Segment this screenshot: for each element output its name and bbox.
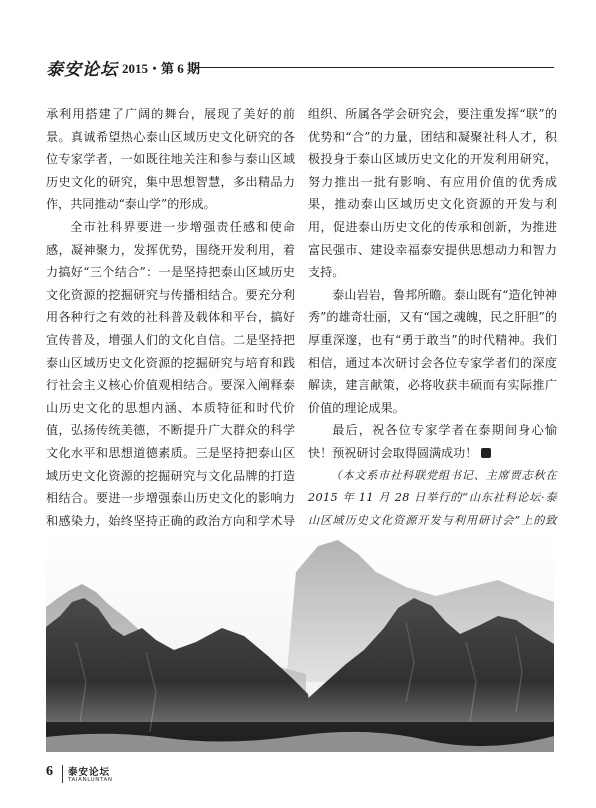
author-note: （本文系市社科联党组书记、主席贾志秋在 2015 年 11 月 28 日举行的“山东社科论坛·泰山区域历史文化资源开发与利用研讨会”上的致	[308, 468, 557, 527]
page-number: 6	[46, 764, 53, 779]
closing-text: 最后，祝各位专家学者在泰期间身心愉快！预祝研讨会取得圆满成功！	[308, 423, 557, 460]
paragraph: 承利用搭建了广阔的舞台，展现了美好的前景。真诚希望热心泰山区域历史文化研究的各位专家学者，一如既往地关注和参与泰山区域历史文化的研究，集中思想智慧，多出精品力作，共同推动“泰山学”的形成。	[46, 107, 295, 212]
paragraph: 全市社科界要进一步增强责任感和使命感，凝神聚力，发挥优势，围绕开发利用，着力搞好“三个结合”：一是坚持把泰山区域历史文化资源的挖掘研究与传播相结合。要充分利用各种行之有效的社科普及载体和平台，搞好宣传普及，增强人们的文化自信。二是坚持把泰山区域历史文化资源的挖掘研究与培育和践行社会主义核心价值观相结合。要深入阐释泰山历史文化的思想内涵、本质特征和时代价值，弘扬传统美德，不断提升广大群众的科学文化水平和思想道德素质。三是坚持把泰山区域历史文化资源的挖掘研究与文化品牌的打造相结合。要进一步增强泰山历史文化的影响力和感染力，始终坚持正确的政治方向和学术导	[46, 219, 295, 528]
paragraph: 泰山岩岩，鲁邦所瞻。泰山既有“造化钟神秀”的雄奇壮丽，又有“国之魂魄，民之肝胆”的厚重深邃，也有“勇于敢当”的时代精神。我们相信，通过本次研讨会各位专家学者们的深度解读，建言献策，必将收获丰硕而有实际推广价值的理论成果。	[308, 287, 557, 415]
right-column	[308, 103, 557, 555]
magazine-title: 泰安论坛	[46, 60, 118, 80]
issue-label: 2015・第 6 期	[122, 61, 201, 76]
left-column	[46, 103, 295, 555]
end-mark-icon	[481, 448, 491, 458]
header-rule	[194, 67, 554, 68]
closing-paragraph	[308, 419, 557, 464]
page-header	[46, 55, 554, 80]
mountain-landscape-image	[46, 532, 554, 752]
page-footer	[46, 764, 554, 788]
footer-magazine-name: 泰安论坛	[68, 767, 111, 778]
footer-divider	[62, 765, 63, 783]
footer-magazine-pinyin: TAIANLUNTAN	[68, 777, 113, 783]
paragraph: 组织、所属各学会研究会，要注重发挥“联”的优势和“合”的力量，团结和凝聚社科人才，积极投身于泰山区域历史文化的开发利用研究，努力推出一批有影响、有应用价值的优秀成果，推动泰山区域历史文化资源的开发与利用，促进泰山历史文化的传承和创新，为推进富民强市、建设幸福泰安提供思想动力和智力支持。	[308, 107, 557, 280]
